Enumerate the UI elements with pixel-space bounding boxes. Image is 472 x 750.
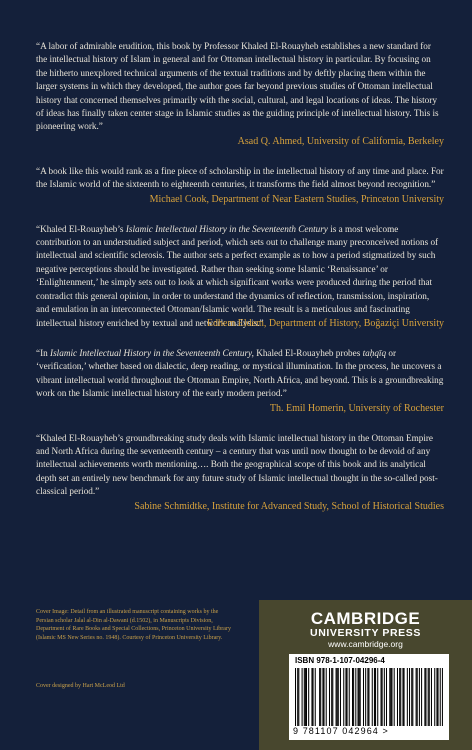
barcode-bar	[424, 668, 425, 726]
barcode-bar	[363, 668, 364, 726]
barcode-bar	[436, 668, 437, 726]
barcode-bar	[304, 668, 305, 726]
barcode-bar	[319, 668, 320, 726]
barcode-number: 9 781107 042964 >	[293, 726, 389, 736]
barcode-bar	[345, 668, 346, 726]
quote-attribution: Th. Emil Homerin, University of Rochester	[269, 402, 444, 414]
publisher-logo	[259, 610, 472, 650]
barcode-bar	[407, 668, 408, 726]
barcode-bar	[347, 668, 348, 726]
barcode-bar	[400, 668, 401, 726]
quote-text-part: Khaled El-Rouayheb probes	[253, 347, 363, 358]
barcode-bar	[297, 668, 298, 726]
barcode-bar	[306, 668, 307, 726]
barcode-bar	[429, 668, 430, 726]
barcode-bar	[298, 668, 299, 726]
barcode-icon	[295, 668, 443, 726]
barcode-bar	[384, 668, 385, 726]
barcode-bar	[337, 668, 338, 726]
barcode-bar	[322, 668, 323, 726]
barcode-bar	[421, 668, 422, 726]
barcode-bar	[389, 668, 390, 726]
barcode-bar	[428, 668, 429, 726]
barcode-bar	[374, 668, 375, 726]
quote-text: “A labor of admirable erudition, this book by Professor Khaled El-Rouayheb establishes a new standard for the intellectual history of Islam in general and for Ottoman intellectual history in particular. By focusing on the hitherto unexplored technical arguments of the textual traditions and by deftly placing them within the larger systems in which they developed, the author goes far beyond previous studies of Ottoman intellectual history that concerned themselves primarily with the social, cultural, and legal locations of ideas. The history of ideas has finally taken center stage in Islamic studies as the guiding principle of intellectual history. This is pioneering work.”	[36, 41, 439, 132]
barcode-bar	[377, 668, 378, 726]
quote-attribution: Edhem Eldem, Department of History, Boğaziçi University	[206, 317, 444, 329]
quote-text-part: or ‘verification,’ whether based on dialectic, deep reading, or mystical illumination. In the process, he uncovers a vibrant intellectual world throughout the Ottoman Empire, North Africa, and beyond. This is a groundbreaking work on the Islamic intellectual history of the early modern period.”	[36, 347, 444, 399]
barcode-bar	[411, 668, 412, 726]
barcode-bar	[359, 668, 360, 726]
review-quote-2	[36, 165, 444, 206]
barcode-bar	[416, 668, 417, 726]
barcode-bar	[320, 668, 321, 726]
barcode-bar	[329, 668, 330, 726]
quote-text: “A book like this would rank as a fine piece of scholarship in the intellectual history of any time and place. For the Islamic world of the sixteenth to eighteenth centuries, it transforms the field almost beyond recognition.”	[36, 165, 444, 190]
review-quote-4	[36, 347, 444, 415]
review-quotes	[36, 40, 444, 530]
barcode-bar	[397, 668, 398, 726]
cover-designer-credit: Cover designed by Hart McLeod Ltd	[36, 683, 125, 689]
barcode-bar	[431, 668, 432, 726]
review-quote-1	[36, 40, 444, 148]
barcode-bar	[311, 668, 312, 726]
barcode-bar	[386, 668, 387, 726]
barcode-bar	[355, 668, 356, 726]
barcode-bar	[332, 668, 333, 726]
barcode-bar	[336, 668, 337, 726]
barcode-bar	[295, 668, 296, 726]
barcode-bar	[417, 668, 418, 726]
quote-attribution: Sabine Schmidtke, Institute for Advanced Study, School of Historical Studies	[134, 500, 444, 512]
barcode-bar	[305, 668, 306, 726]
book-title: Islamic Intellectual History in the Seventeenth Century	[125, 223, 328, 234]
barcode-bar	[352, 668, 353, 726]
barcode-bar	[442, 668, 443, 726]
barcode-bar	[338, 668, 339, 726]
barcode-bar	[313, 668, 314, 726]
book-title: Islamic Intellectual History in the Seventeenth Century,	[50, 347, 254, 358]
barcode-bar	[372, 668, 373, 726]
barcode-bar	[367, 668, 368, 726]
review-quote-3	[36, 223, 444, 330]
publisher-subname: UNIVERSITY PRESS	[310, 627, 421, 639]
barcode-bar	[402, 668, 403, 726]
publisher-name: CAMBRIDGE	[310, 609, 421, 628]
barcode-bar	[438, 668, 439, 726]
barcode-bar	[331, 668, 332, 726]
barcode-bar	[324, 668, 325, 726]
barcode-bar	[409, 668, 410, 726]
isbn-label: ISBN 978-1-107-04296-4	[295, 656, 385, 665]
barcode-bar	[357, 668, 358, 726]
barcode-panel	[289, 654, 449, 740]
arabic-term: taḥqīq	[362, 347, 387, 358]
barcode-bar	[302, 668, 303, 726]
barcode-bar	[349, 668, 350, 726]
barcode-bar	[382, 668, 383, 726]
quote-text	[36, 223, 444, 330]
quote-attribution: Michael Cook, Department of Near Eastern Studies, Princeton University	[149, 193, 444, 205]
review-quote-5	[36, 432, 444, 513]
barcode-bar	[390, 668, 391, 726]
barcode-bar	[425, 668, 426, 726]
barcode-bar	[419, 668, 420, 726]
barcode-bar	[308, 668, 309, 726]
barcode-bar	[399, 668, 400, 726]
barcode-bar	[340, 668, 341, 726]
barcode-bar	[381, 668, 382, 726]
quote-text-part: “Khaled El-Rouayheb’s	[36, 223, 126, 234]
quote-attribution: Asad Q. Ahmed, University of California, Berkeley	[237, 135, 444, 147]
quote-text-part: is a most welcome contribution to an understudied subject and period, which sets out to challenge many preconceived notions of intellectual and scientific sclerosis. The author sets a perfect example as to how a period stigmatized by such negative perceptions should be investigated. Rather than seeking some Islamic ‘Renaissance’ or ‘Enlightenment,’ he simply sets out to look at which significant works were produced during the period that contradict this general opinion, in order to understand the dynamics of reflection, transmission, inspiration, and emulation in an interconnected Ottoman/Islamic world. The result is a meticulous and fascinating intellectual history enriched by textual and network analysis.”	[36, 223, 439, 328]
cover-image-credit: Cover Image: Detail from an illustrated manuscript containing works by the Persian scholar Jalal al-Din al-Dawani (d.1502), in Manuscripts Division, Department of Rare Books and Special Collections, Princeton University Library (Islamic MS New Series no. 1948). Courtesy of Princeton University Library.	[36, 609, 231, 641]
barcode-bar	[353, 668, 354, 726]
barcode-bar	[375, 668, 376, 726]
barcode-bar	[412, 668, 413, 726]
quote-text: “Khaled El-Rouayheb’s groundbreaking study deals with Islamic intellectual history in the Ottoman Empire and North Africa during the seventeenth century – a century that was until now thought to be devoid of any intellectual achievements worth mentioning…. Both the geographical scope of this book and its analytical depth set an entirely new benchmark for any future study of Islamic intellectual thought in the so-called post-classical period.”	[36, 432, 438, 497]
quote-text-part: “In	[36, 347, 51, 358]
barcode-bar	[434, 668, 435, 726]
publisher-url: www.cambridge.org	[328, 639, 403, 649]
barcode-bar	[326, 668, 327, 726]
barcode-bar	[391, 668, 392, 726]
barcode-bar	[360, 668, 361, 726]
barcode-bar	[343, 668, 344, 726]
quote-text	[36, 347, 444, 401]
barcode-bar	[394, 668, 395, 726]
barcode-bar	[404, 668, 405, 726]
barcode-bar	[315, 668, 316, 726]
barcode-bar	[368, 668, 369, 726]
barcode-bar	[365, 668, 366, 726]
barcode-bar	[440, 668, 441, 726]
